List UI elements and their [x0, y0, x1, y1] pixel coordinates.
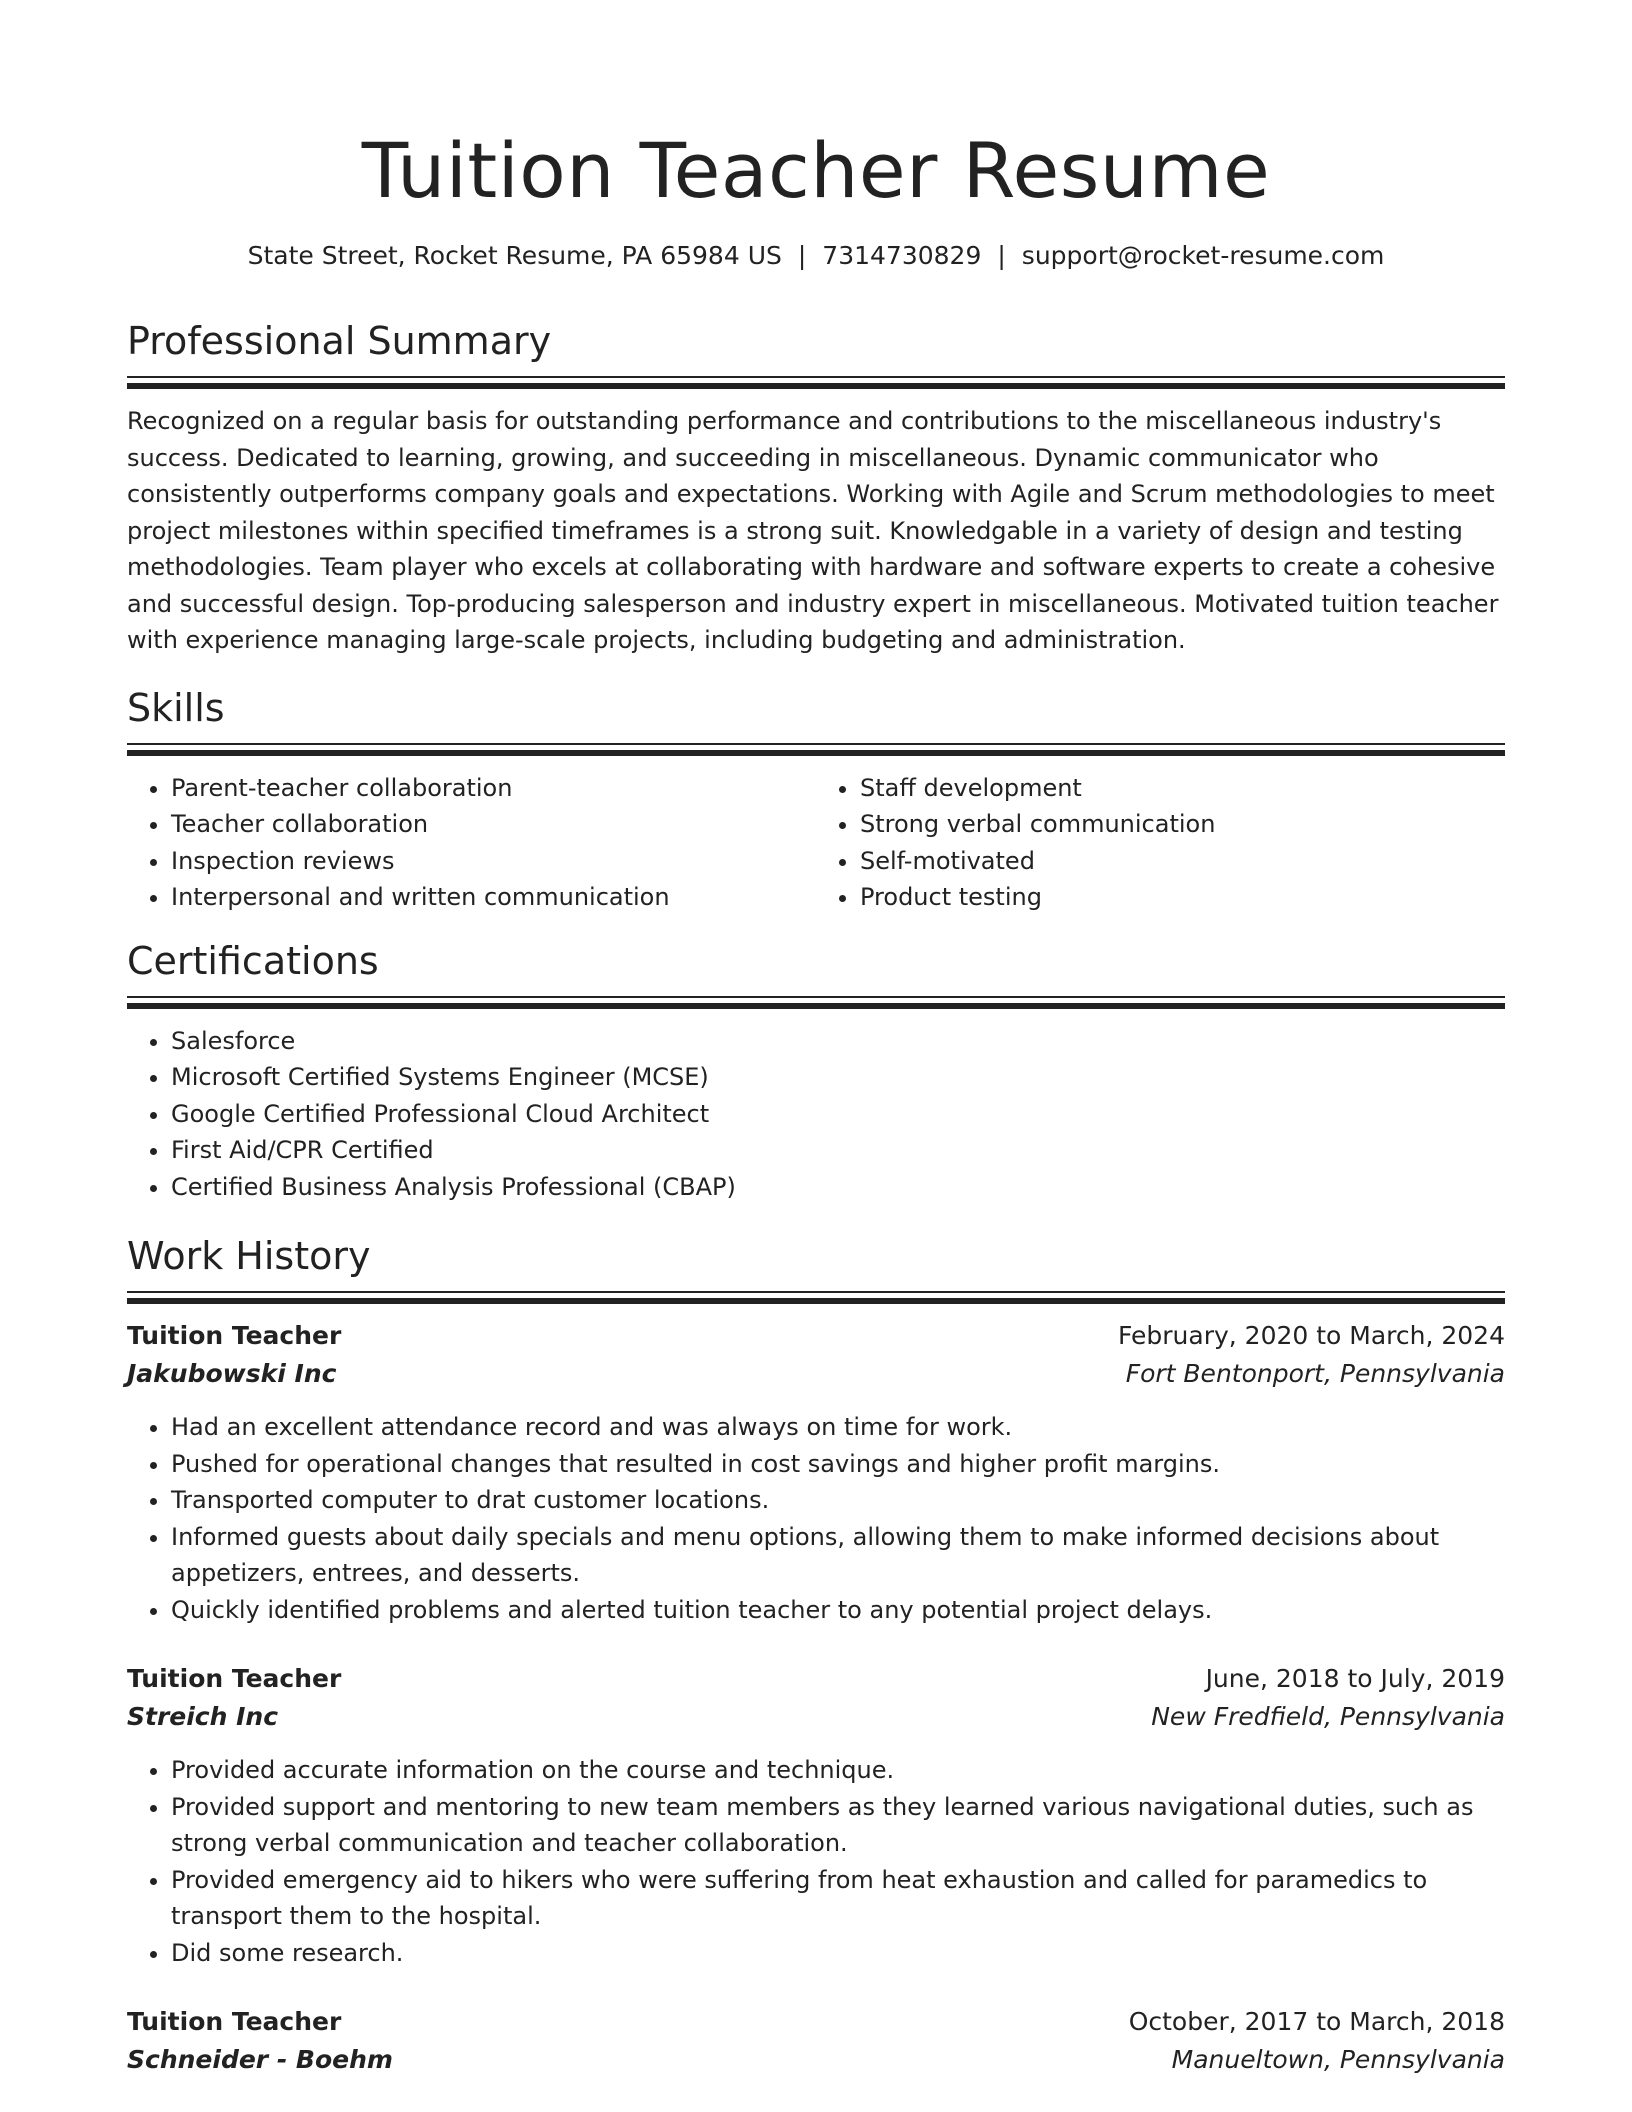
job-header-row — [127, 1660, 1505, 1698]
skill-item: • Parent-teacher collaboration — [171, 770, 816, 807]
certifications-section — [127, 938, 1505, 1206]
summary-section — [127, 318, 1505, 659]
section-divider — [127, 376, 1505, 388]
section-heading-certifications: Certifications — [127, 938, 379, 983]
skill-item: • Inspection reviews — [171, 843, 816, 880]
job-location: Manueltown, Pennsylvania — [1171, 2045, 1505, 2074]
contact-line — [127, 240, 1505, 272]
job-title: Tuition Teacher — [127, 1664, 342, 1693]
certification-item: • Microsoft Certified Systems Engineer (MCSE) — [171, 1059, 1505, 1096]
skills-section — [127, 685, 1505, 916]
skills-list-right — [816, 770, 1505, 916]
job-title: Tuition Teacher — [127, 1321, 342, 1350]
job-location: New Fredfield, Pennsylvania — [1151, 1702, 1505, 1731]
job-entry — [127, 1660, 1505, 1971]
contact-phone: 7314730829 — [822, 241, 982, 270]
contact-address: State Street, Rocket Resume, PA 65984 US — [247, 241, 782, 270]
job-location: Fort Bentonport, Pennsylvania — [1125, 1359, 1505, 1388]
job-dates: February, 2020 to March, 2024 — [1117, 1321, 1505, 1350]
job-entry — [127, 2003, 1505, 2079]
skill-item: • Interpersonal and written communication — [171, 879, 816, 916]
job-company: Schneider - Boehm — [127, 2045, 393, 2074]
job-dates: June, 2018 to July, 2019 — [1205, 1664, 1505, 1693]
skill-item: • Teacher collaboration — [171, 806, 816, 843]
job-dates: October, 2017 to March, 2018 — [1128, 2007, 1505, 2036]
section-divider — [127, 743, 1505, 755]
contact-email: support@rocket-resume.com — [1021, 241, 1385, 270]
section-heading-skills: Skills — [127, 685, 225, 730]
job-duty: • Provided accurate information on the course and technique. — [171, 1752, 1505, 1789]
job-duty: • Quickly identified problems and alerted tuition teacher to any potential project delays. — [171, 1592, 1505, 1629]
job-duty: • Informed guests about daily specials and menu options, allowing them to make informed decisions about appetizers, entrees, and desserts. — [171, 1519, 1505, 1592]
skill-item: • Staff development — [860, 770, 1505, 807]
skill-item: • Strong verbal communication — [860, 806, 1505, 843]
job-header-row — [127, 2003, 1505, 2041]
section-heading-work-history: Work History — [127, 1234, 371, 1278]
resume-page — [127, 0, 1505, 2079]
certification-item: • Certified Business Analysis Professional (CBAP) — [171, 1169, 1505, 1206]
certification-item: • Google Certified Professional Cloud Architect — [171, 1096, 1505, 1133]
job-entry — [127, 1317, 1505, 1628]
contact-separator: | — [797, 241, 807, 270]
skill-item: • Self-motivated — [860, 843, 1505, 880]
job-duty: • Did some research. — [171, 1935, 1505, 1972]
job-header-row — [127, 1317, 1505, 1355]
skills-grid — [127, 770, 1505, 916]
certification-item: • First Aid/CPR Certified — [171, 1132, 1505, 1169]
certification-item: • Salesforce — [171, 1023, 1505, 1060]
summary-text: Recognized on a regular basis for outstanding performance and contributions to the miscellaneous industry's success. Dedicated to learning, growing, and succeeding in miscellaneous. Dynamic communicator who consistently outperforms company goals and expectations. Working with Agile and Scrum methodologies to meet project milestones within specified timeframes is a strong suit. Knowledgable in a variety of design and testing methodologies. Team player who excels at collaborating with hardware and software experts to create a cohesive and successful design. Top-producing salesperson and industry expert in miscellaneous. Motivated tuition teacher with experience managing large-scale projects, including budgeting and administration. — [127, 407, 1499, 654]
job-company: Jakubowski Inc — [127, 1359, 337, 1388]
job-duty: • Pushed for operational changes that resulted in cost savings and higher profit margins. — [171, 1446, 1505, 1483]
section-heading-summary: Professional Summary — [127, 319, 552, 363]
skill-item: • Product testing — [860, 879, 1505, 916]
skills-list-left — [127, 770, 816, 916]
job-title: Tuition Teacher — [127, 2007, 342, 2036]
job-company-row — [127, 1355, 1505, 1393]
resume-title: Tuition Teacher Resume — [361, 126, 1271, 215]
job-duties-list — [127, 1409, 1505, 1628]
job-company-row — [127, 2041, 1505, 2079]
job-duty: • Provided support and mentoring to new team members as they learned various navigational duties, such as strong verbal communication and teacher collaboration. — [171, 1789, 1505, 1862]
job-duty: • Had an excellent attendance record and was always on time for work. — [171, 1409, 1505, 1446]
job-duty: • Provided emergency aid to hikers who were suffering from heat exhaustion and called for paramedics to transport them to the hospital. — [171, 1862, 1505, 1935]
job-duty: • Transported computer to drat customer locations. — [171, 1482, 1505, 1519]
certifications-list — [127, 1023, 1505, 1206]
section-divider — [127, 1291, 1505, 1303]
job-duties-list — [127, 1752, 1505, 1971]
job-company-row — [127, 1698, 1505, 1736]
contact-separator: | — [997, 241, 1006, 270]
job-company: Streich Inc — [127, 1702, 279, 1731]
section-divider — [127, 996, 1505, 1008]
work-history-section — [127, 1233, 1505, 2079]
